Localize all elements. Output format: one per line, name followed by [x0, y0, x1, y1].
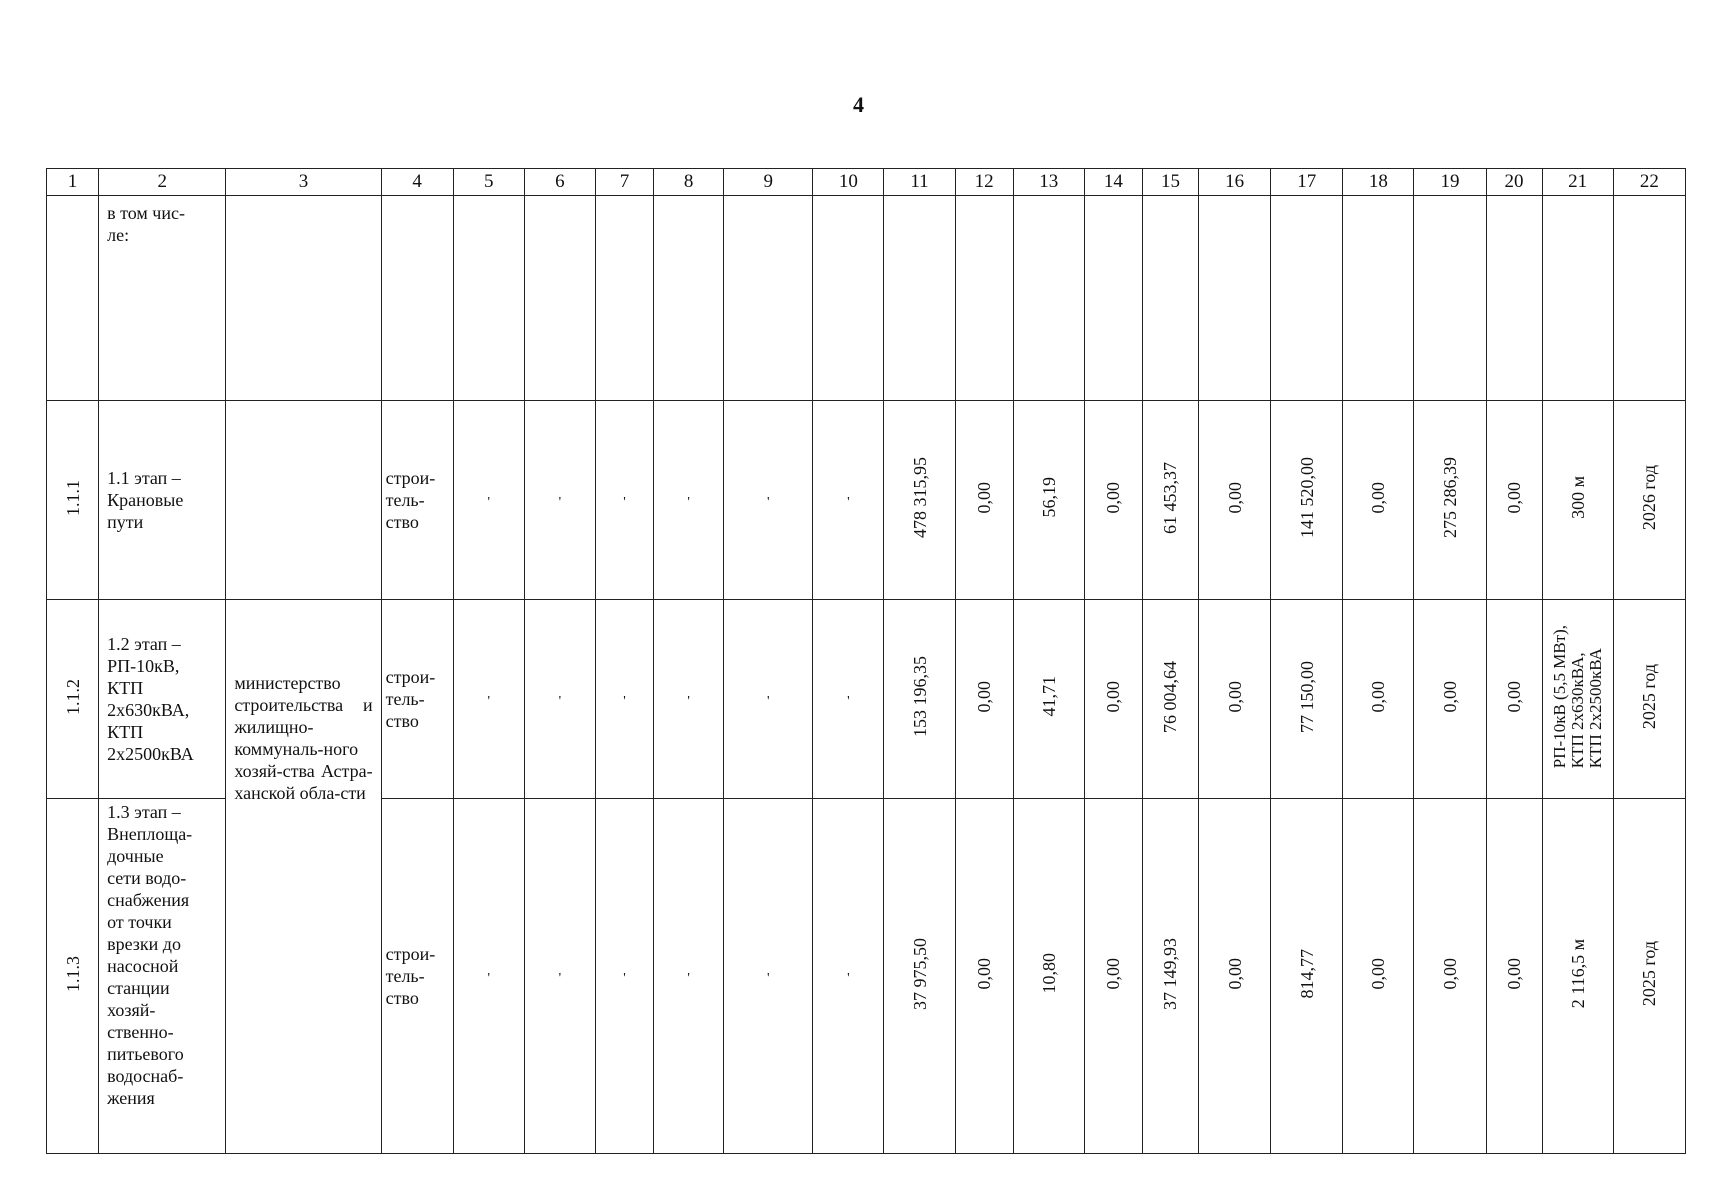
- header-cell: 15: [1142, 169, 1198, 196]
- cell-dash: [595, 799, 653, 1154]
- cell: [381, 196, 453, 401]
- value: 141 520,00: [1296, 457, 1317, 538]
- header-cell: 2: [99, 169, 226, 196]
- dash: ': [847, 494, 850, 510]
- value: 0,00: [974, 957, 995, 990]
- cell-kind: [381, 600, 453, 799]
- cell-number: [47, 600, 99, 799]
- cell: [226, 401, 381, 600]
- header-row: [47, 169, 1686, 196]
- cell-name: [99, 600, 226, 799]
- kind-text: строи- тель- ство: [385, 667, 436, 731]
- header-cell: 4: [381, 169, 453, 196]
- data-table: [46, 168, 1686, 1154]
- cell-value: [1199, 401, 1271, 600]
- header-cell: 18: [1343, 169, 1414, 196]
- value: 0,00: [974, 481, 995, 514]
- header-cell: 22: [1613, 169, 1685, 196]
- cell-value: [1013, 401, 1084, 600]
- cell-value: [955, 600, 1013, 799]
- dash: ': [487, 693, 491, 709]
- cell: [1142, 196, 1198, 401]
- cell-value: [955, 401, 1013, 600]
- cell-value: [1142, 600, 1198, 799]
- name-text: 1.2 этап – РП-10кВ, КТП 2х630кВА, КТП 2х2500кВА: [107, 634, 194, 764]
- cell-value: [1084, 401, 1142, 600]
- ministry-text: министерство строительства и жилищно-коммуналь-ного хозяй-ства Астра-ханской обла-сти: [234, 673, 373, 803]
- header-cell: 19: [1414, 169, 1486, 196]
- cell-kind: [381, 401, 453, 600]
- value: 37 975,50: [909, 937, 930, 1010]
- dash: ': [558, 693, 562, 709]
- value: 478 315,95: [909, 457, 930, 538]
- value: 0,00: [1103, 481, 1124, 514]
- table-row: [47, 600, 1686, 799]
- cell: [1084, 196, 1142, 401]
- cell: [1343, 196, 1414, 401]
- value: 0,00: [1504, 680, 1525, 713]
- value: 0,00: [1103, 680, 1124, 713]
- dash: ': [623, 494, 626, 510]
- cell-value: [1343, 600, 1414, 799]
- cell-value: [1343, 799, 1414, 1154]
- cell-value: [1013, 600, 1084, 799]
- cell-value: [1414, 401, 1486, 600]
- dash: ': [767, 693, 770, 709]
- header-cell: 3: [226, 169, 381, 196]
- value: 2025 год: [1639, 940, 1660, 1007]
- header-cell: 11: [884, 169, 955, 196]
- cell-dash: [813, 600, 884, 799]
- dash: ': [847, 970, 850, 986]
- row-number: 1.1.3: [62, 955, 83, 992]
- value: 0,00: [1224, 481, 1245, 514]
- cell-number: [47, 196, 99, 401]
- header-cell: 10: [813, 169, 884, 196]
- dash: ': [623, 693, 626, 709]
- value: 2026 год: [1639, 464, 1660, 531]
- cell-dash: [724, 799, 813, 1154]
- value: 61 453,37: [1160, 461, 1181, 534]
- cell-value: [1271, 401, 1343, 600]
- value: 275 286,39: [1439, 457, 1460, 538]
- dash: ': [847, 693, 850, 709]
- cell: [1013, 196, 1084, 401]
- cell-value: [1271, 799, 1343, 1154]
- dash: ': [487, 494, 491, 510]
- cell-value: [1414, 600, 1486, 799]
- header-cell: 16: [1199, 169, 1271, 196]
- cell: [595, 196, 653, 401]
- dash: ': [767, 494, 770, 510]
- value: 0,00: [974, 680, 995, 713]
- value: 300 м: [1567, 476, 1588, 519]
- value: 0,00: [1224, 680, 1245, 713]
- name-text: в том чис- ле:: [107, 203, 185, 245]
- cell-dash: [595, 600, 653, 799]
- cell: [453, 196, 524, 401]
- header-cell: 9: [724, 169, 813, 196]
- cell: [1199, 196, 1271, 401]
- cell-dash: [724, 600, 813, 799]
- cell: [1486, 196, 1542, 401]
- cell-name: [99, 799, 226, 1154]
- dash: ': [558, 970, 562, 986]
- header-cell: 1: [47, 169, 99, 196]
- cell-value: [955, 799, 1013, 1154]
- cell-value: [1486, 799, 1542, 1154]
- value: 0,00: [1504, 957, 1525, 990]
- header-cell: 12: [955, 169, 1013, 196]
- value: 56,19: [1038, 477, 1059, 518]
- cell-number: [47, 799, 99, 1154]
- cell: [654, 196, 724, 401]
- header-cell: 17: [1271, 169, 1343, 196]
- cell-value: [884, 799, 955, 1154]
- value: 814,77: [1296, 948, 1317, 999]
- cell-value: [1199, 799, 1271, 1154]
- cell-dash: [595, 401, 653, 600]
- name-text: 1.1 этап – Крановые пути: [107, 468, 184, 532]
- row-number: 1.1.1: [62, 479, 83, 516]
- cell: [1542, 196, 1613, 401]
- cell-dash: [813, 401, 884, 600]
- cell-value: [1542, 600, 1613, 799]
- cell-number: [47, 401, 99, 600]
- cell: [884, 196, 955, 401]
- cell-value: [1013, 799, 1084, 1154]
- cell-value: [884, 600, 955, 799]
- cell-value: [1486, 600, 1542, 799]
- cell-dash: [654, 799, 724, 1154]
- cell-value: [1613, 401, 1685, 600]
- dash: ': [558, 494, 562, 510]
- value: 37 149,93: [1160, 937, 1181, 1010]
- cell: [1271, 196, 1343, 401]
- cell-dash: [453, 799, 524, 1154]
- cell: [1613, 196, 1685, 401]
- cell-value: [1613, 600, 1685, 799]
- cell: [724, 196, 813, 401]
- cell: [813, 196, 884, 401]
- cell-dash: [524, 600, 595, 799]
- header-cell: 21: [1542, 169, 1613, 196]
- value: 0,00: [1368, 957, 1389, 990]
- cell-value: [884, 401, 955, 600]
- page-number: 4: [853, 92, 864, 117]
- kind-text: строи- тель- ство: [385, 944, 436, 1008]
- cell-value: [1084, 799, 1142, 1154]
- cell-value: [1142, 799, 1198, 1154]
- row-number: 1.1.2: [62, 678, 83, 715]
- dash: ': [687, 970, 690, 986]
- table-row: [47, 196, 1686, 401]
- cell-dash: [654, 600, 724, 799]
- cell-dash: [813, 799, 884, 1154]
- cell: [524, 196, 595, 401]
- cell-name: [99, 196, 226, 401]
- cell-dash: [524, 799, 595, 1154]
- name-text: 1.3 этап – Внеплоща- дочные сети водо- снабжения от точки врезки до насосной станции хозяй- ственно- питьевого водоснаб- жения: [107, 802, 193, 1108]
- value: 0,00: [1368, 481, 1389, 514]
- cell-dash: [654, 401, 724, 600]
- cell-value: [1542, 401, 1613, 600]
- kind-text: строи- тель- ство: [385, 468, 436, 532]
- cell: [955, 196, 1013, 401]
- header-cell: 5: [453, 169, 524, 196]
- value: 76 004,64: [1160, 660, 1181, 733]
- cell-dash: [724, 401, 813, 600]
- cell: [1414, 196, 1486, 401]
- cell-ministry: [226, 600, 381, 1154]
- cell-dash: [453, 401, 524, 600]
- cell-value: [1486, 401, 1542, 600]
- cell-value: [1199, 600, 1271, 799]
- value: 0,00: [1224, 957, 1245, 990]
- cell-name: [99, 401, 226, 600]
- value: 0,00: [1439, 957, 1460, 990]
- cell-value: [1613, 799, 1685, 1154]
- dash: ': [687, 494, 690, 510]
- cell-value: [1542, 799, 1613, 1154]
- cell-value: [1271, 600, 1343, 799]
- value: 2025 год: [1639, 663, 1660, 730]
- cell-dash: [453, 600, 524, 799]
- cell-value: [1142, 401, 1198, 600]
- value: 153 196,35: [909, 656, 930, 737]
- header-cell: 13: [1013, 169, 1084, 196]
- value: 41,71: [1038, 676, 1059, 717]
- value: 0,00: [1368, 680, 1389, 713]
- header-cell: 20: [1486, 169, 1542, 196]
- dash: ': [623, 970, 626, 986]
- header-cell: 6: [524, 169, 595, 196]
- cell-value: [1414, 799, 1486, 1154]
- cell-dash: [524, 401, 595, 600]
- header-cell: 7: [595, 169, 653, 196]
- value: 77 150,00: [1296, 660, 1317, 733]
- value: 0,00: [1439, 680, 1460, 713]
- dash: ': [767, 970, 770, 986]
- value: РП-10кВ (5,5 МВт), КТП 2х630кВА, КТП 2х2500кВА: [1549, 624, 1605, 769]
- value: 0,00: [1103, 957, 1124, 990]
- header-cell: 14: [1084, 169, 1142, 196]
- header-cell: 8: [654, 169, 724, 196]
- cell: [226, 196, 381, 401]
- cell-kind: [381, 799, 453, 1154]
- value: 10,80: [1038, 953, 1059, 994]
- value: 0,00: [1504, 481, 1525, 514]
- cell-value: [1084, 600, 1142, 799]
- table-row: [47, 401, 1686, 600]
- cell-value: [1343, 401, 1414, 600]
- value: 2 116,5 м: [1567, 938, 1588, 1009]
- dash: ': [687, 693, 690, 709]
- dash: ': [487, 970, 491, 986]
